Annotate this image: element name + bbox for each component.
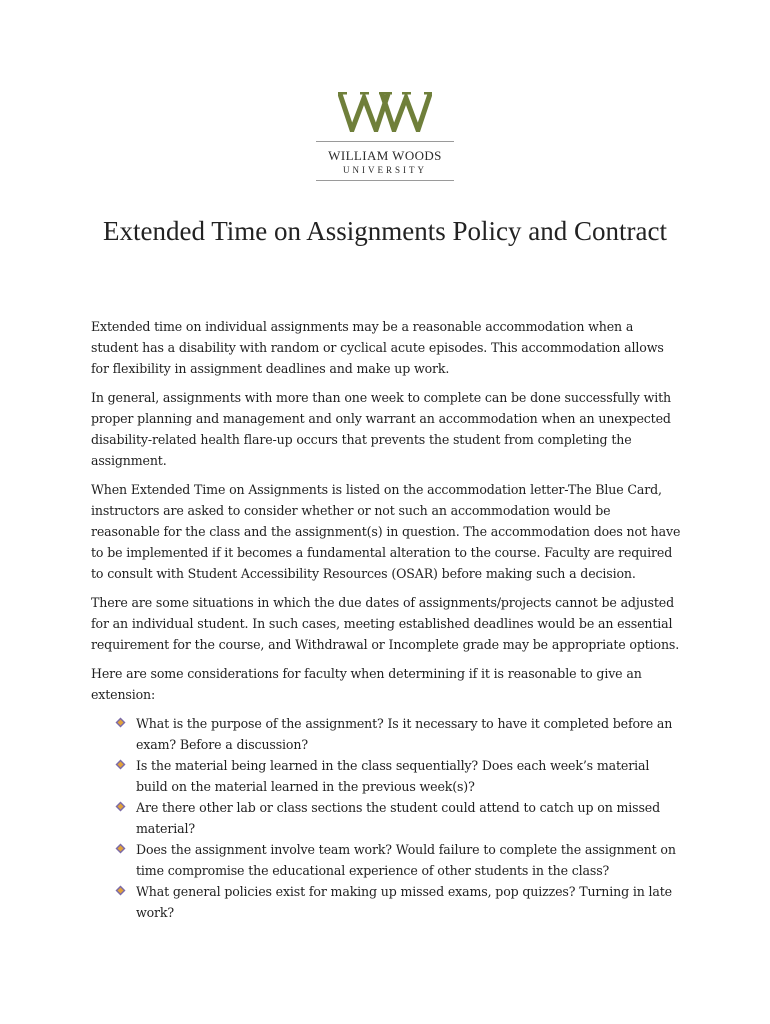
paragraph-considerations-intro: Here are some considerations for faculty when determining if it is reasonable to give an extension: [91,666,642,702]
considerations-list [91,713,681,923]
list-item [115,797,681,839]
paragraph-situations: There are some situations in which the due dates of assignments/projects cannot be adjusted for an individual student. In such cases, meeting established deadlines would be an essential requirement for the course, and Withdrawal or Incomplete grade may be appropriate options. [91,595,680,652]
logo-bottom-rule [316,180,454,181]
paragraph-intro: Extended time on individual assignments may be a reasonable accommodation when a student has a disability with random or cyclical acute episodes. This accommodation allows for flexibility in assignment deadlines and make up work. [91,319,664,376]
list-item-text: What general policies exist for making up missed exams, pop quizzes? Turning in late work? [136,884,672,920]
document-title: Extended Time on Assignments Policy and Contract [103,216,667,246]
list-item [115,755,681,797]
university-logo [316,92,454,184]
diamond-bullet-icon [115,843,126,854]
university-name: WILLIAM WOODS [328,148,442,163]
diamond-bullet-icon [115,885,126,896]
list-item [115,881,681,923]
list-item-text: Is the material being learned in the class sequentially? Does each week’s material build on the material learned in the previous week(s)? [136,758,650,794]
document-body [91,316,681,923]
diamond-bullet-icon [115,759,126,770]
paragraph-general: In general, assignments with more than one week to complete can be done successfully with proper planning and management and only warrant an accommodation when an unexpected disability-related health flare-up occurs that prevents the student from completing the assignment. [91,390,671,468]
ww-monogram-logo [338,92,432,132]
list-item-text: What is the purpose of the assignment? Is it necessary to have it completed before an exam? Before a discussion? [136,716,673,752]
university-subtitle: UNIVERSITY [343,165,427,175]
paragraph-blue-card: When Extended Time on Assignments is listed on the accommodation letter-The Blue Card, instructors are asked to consider whether or not such an accommodation would be reasonable for the class and the assignment(s) in question. The accommodation does not have to be implemented if it becomes a fundamental alteration to the course. Faculty are required to consult with Student Accessibility Resources (OSAR) before making such a decision. [91,482,681,581]
logo-top-rule [316,141,454,142]
list-item [115,839,681,881]
list-item-text: Are there other lab or class sections the student could attend to catch up on missed material? [136,800,661,836]
list-item-text: Does the assignment involve team work? Would failure to complete the assignment on time compromise the educational experience of other students in the class? [136,842,676,878]
diamond-bullet-icon [115,717,126,728]
diamond-bullet-icon [115,801,126,812]
list-item [115,713,681,755]
